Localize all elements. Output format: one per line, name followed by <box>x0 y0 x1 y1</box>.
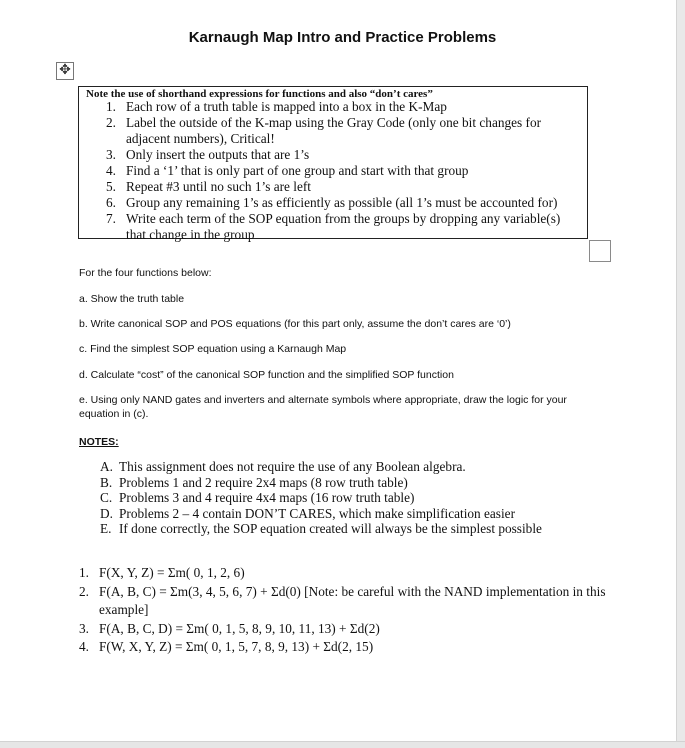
steps-list <box>106 99 576 243</box>
list-item: 6. Group any remaining 1’s as efficiently as possible (all 1’s must be accounted for) <box>106 195 558 210</box>
problem-item: 4. F(W, X, Y, Z) = Σm( 0, 1, 5, 7, 8, 9, 13) + Σd(2, 15) <box>79 639 374 655</box>
page-scroll-edge <box>676 0 685 748</box>
instruction-a: a. Show the truth table <box>79 293 185 305</box>
problem-item: 2. F(A, B, C) = Σm(3, 4, 5, 6, 7) + Σd(0) [Note: be careful with the NAND implementation in this example] <box>79 583 606 618</box>
instruction-e: e. Using only NAND gates and inverters and alternate symbols where appropriate, draw the logic for your equation in (c). <box>79 394 567 420</box>
list-item: C. Problems 3 and 4 require 4x4 maps (16 row truth table) <box>100 490 415 506</box>
notes-list <box>100 459 580 537</box>
notes-label: NOTES: <box>79 436 119 448</box>
list-item: B. Problems 1 and 2 require 2x4 maps (8 row truth table) <box>100 474 408 490</box>
instruction-d: d. Calculate “cost” of the canonical SOP function and the simplified SOP function <box>79 369 454 381</box>
table-move-handle[interactable] <box>56 62 74 80</box>
document-title: Karnaugh Map Intro and Practice Problems <box>188 29 497 46</box>
list-item: 5. Repeat #3 until no such 1’s are left <box>106 179 312 194</box>
four-way-arrow-icon: ✥ <box>59 63 71 78</box>
problem-item: 1. F(X, Y, Z) = Σm( 0, 1, 2, 6) <box>79 565 245 580</box>
list-item: D. Problems 2 – 4 contain DON’T CARES, which make simplification easier <box>100 505 516 521</box>
page-bottom-edge <box>0 741 685 748</box>
list-item: 1. Each row of a truth table is mapped into a box in the K-Map <box>106 99 447 114</box>
problems-list <box>79 564 619 657</box>
list-item: 4. Find a ‘1’ that is only part of one group and start with that group <box>106 163 469 178</box>
list-item: 7. Write each term of the SOP equation from the groups by dropping any variable(s) that change in the group <box>106 211 561 242</box>
steps-heading: Note the use of shorthand expressions for functions and also “don’t cares” <box>86 88 433 100</box>
table-resize-handle[interactable] <box>589 240 611 262</box>
list-item: E. If done correctly, the SOP equation created will always be the simplest possible <box>100 521 542 537</box>
instruction-b: b. Write canonical SOP and POS equations (for this part only, assume the don’t cares are ‘0’) <box>79 318 511 330</box>
list-item: 2. Label the outside of the K-map using the Gray Code (only one bit changes for adjacent numbers), Critical! <box>106 115 542 146</box>
instruction-c: c. Find the simplest SOP equation using a Karnaugh Map <box>79 343 347 355</box>
list-item: A. This assignment does not require the use of any Boolean algebra. <box>100 459 466 474</box>
list-item: 3. Only insert the outputs that are 1’s <box>106 147 310 162</box>
instructions-intro: For the four functions below: <box>79 267 212 279</box>
problem-item: 3. F(A, B, C, D) = Σm( 0, 1, 5, 8, 9, 10, 11, 13) + Σd(2) <box>79 620 380 636</box>
